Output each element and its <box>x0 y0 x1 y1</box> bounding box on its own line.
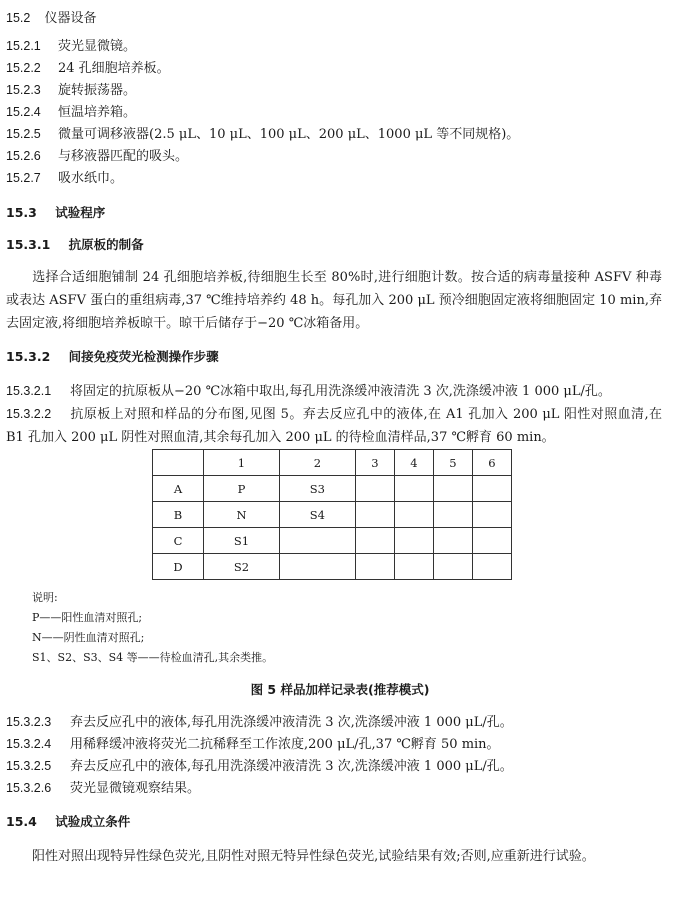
step-text: 抗原板上对照和样品的分布图,见图 5。弃去反应孔中的液体,在 A1 孔加入 200 μL 阳性对照血清,在 B1 孔加入 200 μL 阴性对照血清,其余每孔加入 200 μL 的待检血清样品,37 ℃孵育 60 min。 <box>6 407 662 445</box>
step-text: 弃去反应孔中的液体,每孔用洗涤缓冲液清洗 3 次,洗涤缓冲液 1 000 μL/孔。 <box>70 715 513 730</box>
step-number: 15.3.2.4 <box>6 737 52 751</box>
item-number: 15.2.5 <box>6 127 41 141</box>
list-item <box>6 147 188 166</box>
table-cell: S3 <box>279 476 355 502</box>
step-number: 15.3.2.6 <box>6 781 52 795</box>
table-cell: 5 <box>433 450 472 476</box>
section-heading-15-3-2 <box>6 348 219 366</box>
section-heading-15-2 <box>6 9 97 28</box>
section-title: 仪器设备 <box>44 11 97 26</box>
table-cell <box>394 476 433 502</box>
table-cell <box>433 476 472 502</box>
note-line: N——阴性血清对照孔; <box>32 631 145 644</box>
note-line: S1、S2、S3、S4 等——待检血清孔,其余类推。 <box>32 651 274 664</box>
item-number: 15.2.3 <box>6 83 41 97</box>
paragraph-15-4 <box>6 845 662 868</box>
step-text: 弃去反应孔中的液体,每孔用洗涤缓冲液清洗 3 次,洗涤缓冲液 1 000 μL/孔。 <box>70 759 513 774</box>
section-number: 15.3.1 <box>6 237 51 252</box>
table-cell: D <box>153 554 204 580</box>
step-15-3-2-2 <box>6 403 662 449</box>
step-15-3-2-1 <box>6 382 611 401</box>
table-row <box>153 528 512 554</box>
step-text: 荧光显微镜观察结果。 <box>70 781 201 796</box>
item-text: 旋转振荡器。 <box>58 83 137 98</box>
section-title: 间接免疫荧光检测操作步骤 <box>68 349 219 364</box>
table-cell <box>472 476 511 502</box>
step-15-3-2-5 <box>6 757 513 776</box>
item-text: 恒温培养箱。 <box>58 105 137 120</box>
table-cell: S4 <box>279 502 355 528</box>
section-number: 15.2 <box>6 11 31 25</box>
table-cell: 1 <box>204 450 280 476</box>
table-cell <box>355 554 394 580</box>
section-number: 15.4 <box>6 814 37 829</box>
table-cell <box>355 502 394 528</box>
paragraph-15-3-1 <box>6 266 662 335</box>
table-cell <box>279 554 355 580</box>
table-row <box>153 476 512 502</box>
list-item <box>6 59 170 78</box>
list-item <box>6 125 519 144</box>
table-cell <box>472 554 511 580</box>
table-cell: S2 <box>204 554 280 580</box>
table-cell <box>472 502 511 528</box>
section-title: 试验成立条件 <box>55 814 131 829</box>
step-number: 15.3.2.5 <box>6 759 52 773</box>
step-text: 将固定的抗原板从−20 ℃冰箱中取出,每孔用洗涤缓冲液清洗 3 次,洗涤缓冲液 1 000 μL/孔。 <box>70 384 611 399</box>
step-number: 15.3.2.2 <box>6 407 52 421</box>
section-title: 抗原板的制备 <box>68 237 144 252</box>
section-heading-15-4 <box>6 813 130 831</box>
item-text: 吸水纸巾。 <box>58 171 124 186</box>
list-item <box>6 37 136 56</box>
table-cell <box>279 528 355 554</box>
step-15-3-2-4 <box>6 735 500 754</box>
list-item <box>6 103 136 122</box>
item-number: 15.2.1 <box>6 39 41 53</box>
item-number: 15.2.4 <box>6 105 41 119</box>
table-cell <box>355 476 394 502</box>
table-cell <box>433 502 472 528</box>
step-15-3-2-3 <box>6 713 513 732</box>
step-15-3-2-6 <box>6 779 200 798</box>
section-title: 试验程序 <box>55 205 106 220</box>
section-heading-15-3-1 <box>6 236 144 254</box>
table-cell <box>394 554 433 580</box>
item-number: 15.2.7 <box>6 171 41 185</box>
plate-layout-table <box>152 449 512 580</box>
table-cell <box>433 528 472 554</box>
item-number: 15.2.2 <box>6 61 41 75</box>
table-cell: 6 <box>472 450 511 476</box>
table-cell <box>394 528 433 554</box>
table-cell: 3 <box>355 450 394 476</box>
step-number: 15.3.2.1 <box>6 384 52 398</box>
list-item <box>6 169 123 188</box>
table-row <box>153 554 512 580</box>
step-number: 15.3.2.3 <box>6 715 52 729</box>
table-cell: S1 <box>204 528 280 554</box>
item-text: 微量可调移液器(2.5 μL、10 μL、100 μL、200 μL、1000 μL 等不同规格)。 <box>58 127 520 142</box>
figure-caption: 图 5 样品加样记录表(推荐模式) <box>250 682 430 697</box>
notes-title: 说明: <box>32 591 58 604</box>
table-cell <box>433 554 472 580</box>
table-cell <box>472 528 511 554</box>
table-cell: C <box>153 528 204 554</box>
item-text: 24 孔细胞培养板。 <box>58 61 170 76</box>
table-cell <box>153 450 204 476</box>
item-number: 15.2.6 <box>6 149 41 163</box>
section-number: 15.3 <box>6 205 37 220</box>
paragraph-text: 阳性对照出现特异性绿色荧光,且阴性对照无特异性绿色荧光,试验结果有效;否则,应重新进行试验。 <box>32 849 595 864</box>
item-text: 荧光显微镜。 <box>58 39 137 54</box>
step-text: 用稀释缓冲液将荧光二抗稀释至工作浓度,200 μL/孔,37 ℃孵育 50 min。 <box>70 737 500 752</box>
table-cell: 4 <box>394 450 433 476</box>
paragraph-text: 选择合适细胞铺制 24 孔细胞培养板,待细胞生长至 80%时,进行细胞计数。按合适的病毒量接种 ASFV 种毒或表达 ASFV 蛋白的重组病毒,37 ℃维持培养约 48 h。每孔加入 200 μL 预冷细胞固定液将细胞固定 10 min,弃去固定液,将细胞培养板晾干。晾干后储存于−20 ℃冰箱备用。 <box>6 270 662 331</box>
table-cell: B <box>153 502 204 528</box>
table-cell: N <box>204 502 280 528</box>
table-cell <box>394 502 433 528</box>
table-cell: 2 <box>279 450 355 476</box>
table-row <box>153 502 512 528</box>
section-number: 15.3.2 <box>6 349 51 364</box>
table-cell <box>355 528 394 554</box>
note-line: P——阳性血清对照孔; <box>32 611 143 624</box>
table-header-row <box>153 450 512 476</box>
section-heading-15-3 <box>6 204 105 222</box>
table-cell: P <box>204 476 280 502</box>
item-text: 与移液器匹配的吸头。 <box>58 149 189 164</box>
table-cell: A <box>153 476 204 502</box>
list-item <box>6 81 136 100</box>
